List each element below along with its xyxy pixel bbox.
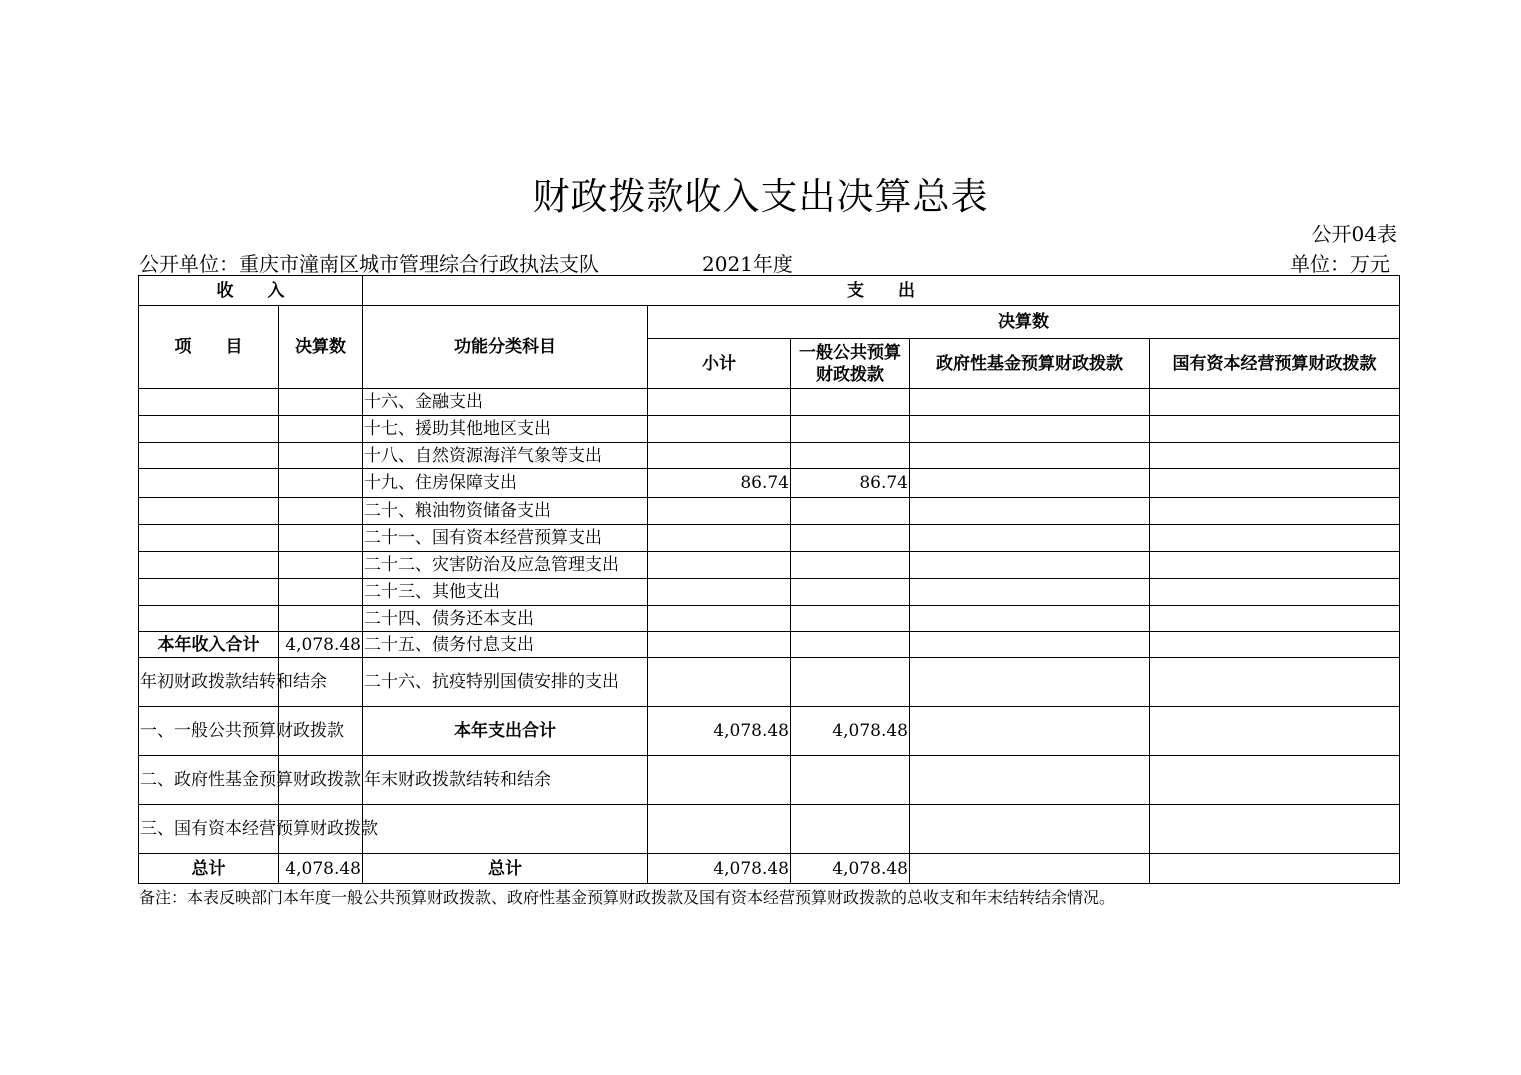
row-subtotal-cell: [648, 525, 791, 552]
row-function-cell: 二十六、抗疫特别国债安排的支出: [363, 658, 648, 707]
row-capital-cell: [1150, 658, 1400, 707]
row-fund-cell: [910, 805, 1150, 854]
row-subtotal-cell: 4,078.48: [648, 707, 791, 756]
reporting-unit: 公开单位：重庆市潼南区城市管理综合行政执法支队: [139, 252, 599, 276]
row-item-cell: 年初财政拨款结转和结余: [139, 658, 279, 707]
table-row: [139, 525, 1400, 552]
row-subtotal-cell: [648, 498, 791, 525]
row-subtotal-cell: [648, 805, 791, 854]
row-capital-cell: [1150, 854, 1400, 884]
row-fund-cell: [910, 389, 1150, 416]
row-general-cell: [791, 525, 910, 552]
row-item-cell: 三、国有资本经营预算财政拨款: [139, 805, 279, 854]
row-capital-cell: [1150, 805, 1400, 854]
row-function-cell: 十七、援助其他地区支出: [363, 416, 648, 443]
row-general-cell: [791, 579, 910, 606]
row-capital-cell: [1150, 443, 1400, 469]
page-title: 财政拨款收入支出决算总表: [532, 175, 989, 218]
row-capital-cell: [1150, 606, 1400, 632]
row-item-cell: 二、政府性基金预算财政拨款: [139, 756, 279, 805]
table-row: [139, 854, 1400, 884]
final-amount-group-header: 决算数: [648, 306, 1400, 339]
row-function-cell: 二十四、债务还本支出: [363, 606, 648, 632]
table-row: [139, 756, 1400, 805]
table-row: [139, 443, 1400, 469]
row-item-cell: [139, 416, 279, 443]
appropriation-table: [138, 275, 1400, 884]
table-row: [139, 469, 1400, 498]
row-capital-cell: [1150, 579, 1400, 606]
general-public-header: 一般公共预算财政拨款: [791, 339, 910, 389]
row-amount-cell: [279, 525, 363, 552]
row-subtotal-cell: [648, 579, 791, 606]
row-general-cell: [791, 756, 910, 805]
row-general-cell: [791, 606, 910, 632]
row-subtotal-cell: [648, 443, 791, 469]
row-fund-cell: [910, 469, 1150, 498]
row-capital-cell: [1150, 498, 1400, 525]
currency-unit: 单位：万元: [1290, 252, 1390, 276]
row-subtotal-cell: 4,078.48: [648, 854, 791, 884]
row-function-cell: 二十五、债务付息支出: [363, 632, 648, 658]
row-general-cell: 4,078.48: [791, 854, 910, 884]
row-subtotal-cell: [648, 658, 791, 707]
row-subtotal-cell: [648, 606, 791, 632]
row-general-cell: [791, 443, 910, 469]
row-capital-cell: [1150, 416, 1400, 443]
table-row: [139, 658, 1400, 707]
footnote: 备注：本表反映部门本年度一般公共预算财政拨款、政府性基金预算财政拨款及国有资本经营预算财政拨款的总收支和年末结转结余情况。: [139, 888, 1116, 907]
row-item-cell: [139, 389, 279, 416]
gov-fund-header: 政府性基金预算财政拨款: [910, 339, 1150, 389]
row-subtotal-cell: [648, 389, 791, 416]
row-function-cell: 总计: [363, 854, 648, 884]
row-item-cell: [139, 579, 279, 606]
subtotal-header: 小计: [648, 339, 791, 389]
row-capital-cell: [1150, 525, 1400, 552]
row-fund-cell: [910, 443, 1150, 469]
table-row: [139, 498, 1400, 525]
row-amount-cell: [279, 606, 363, 632]
row-item-cell: 本年收入合计: [139, 632, 279, 658]
row-fund-cell: [910, 579, 1150, 606]
row-subtotal-cell: 86.74: [648, 469, 791, 498]
row-amount-cell: 4,078.48: [279, 854, 363, 884]
row-subtotal-cell: [648, 632, 791, 658]
row-amount-cell: 4,078.48: [279, 632, 363, 658]
row-function-cell: 十八、自然资源海洋气象等支出: [363, 443, 648, 469]
fiscal-year: 2021年度: [702, 252, 793, 276]
row-capital-cell: [1150, 389, 1400, 416]
row-capital-cell: [1150, 552, 1400, 579]
row-function-cell: 十九、住房保障支出: [363, 469, 648, 498]
row-item-cell: [139, 443, 279, 469]
row-function-cell: 二十、粮油物资储备支出: [363, 498, 648, 525]
table-row: [139, 606, 1400, 632]
table-row: [139, 389, 1400, 416]
row-subtotal-cell: [648, 756, 791, 805]
table-row: [139, 632, 1400, 658]
row-general-cell: 86.74: [791, 469, 910, 498]
row-function-cell: 二十二、灾害防治及应急管理支出: [363, 552, 648, 579]
row-item-cell: [139, 498, 279, 525]
table-row: [139, 579, 1400, 606]
row-item-cell: [139, 552, 279, 579]
item-header: 项 目: [139, 306, 279, 389]
row-general-cell: [791, 632, 910, 658]
table-row: [139, 552, 1400, 579]
row-amount-cell: [279, 552, 363, 579]
row-capital-cell: [1150, 469, 1400, 498]
row-fund-cell: [910, 854, 1150, 884]
row-item-cell: 一、一般公共预算财政拨款: [139, 707, 279, 756]
row-item-cell: [139, 525, 279, 552]
row-subtotal-cell: [648, 552, 791, 579]
row-amount-cell: [279, 389, 363, 416]
income-header: 收 入: [139, 276, 363, 306]
row-fund-cell: [910, 756, 1150, 805]
final-amount-header: 决算数: [279, 306, 363, 389]
row-general-cell: [791, 389, 910, 416]
row-amount-cell: [279, 498, 363, 525]
row-capital-cell: [1150, 707, 1400, 756]
row-fund-cell: [910, 658, 1150, 707]
row-function-cell: [363, 805, 648, 854]
row-fund-cell: [910, 525, 1150, 552]
row-item-cell: 总计: [139, 854, 279, 884]
row-fund-cell: [910, 606, 1150, 632]
row-general-cell: [791, 658, 910, 707]
row-function-cell: 本年支出合计: [363, 707, 648, 756]
table-body: [139, 389, 1400, 884]
row-capital-cell: [1150, 756, 1400, 805]
table-row: [139, 805, 1400, 854]
row-item-cell: [139, 469, 279, 498]
row-function-cell: 十六、金融支出: [363, 389, 648, 416]
function-class-header: 功能分类科目: [363, 306, 648, 389]
row-amount-cell: [279, 443, 363, 469]
row-general-cell: [791, 552, 910, 579]
row-fund-cell: [910, 498, 1150, 525]
row-amount-cell: [279, 469, 363, 498]
form-number: 公开04表: [1311, 222, 1397, 246]
row-general-cell: [791, 805, 910, 854]
row-amount-cell: [279, 579, 363, 606]
row-general-cell: 4,078.48: [791, 707, 910, 756]
row-fund-cell: [910, 632, 1150, 658]
row-fund-cell: [910, 416, 1150, 443]
row-fund-cell: [910, 552, 1150, 579]
row-fund-cell: [910, 707, 1150, 756]
row-subtotal-cell: [648, 416, 791, 443]
row-item-cell: [139, 606, 279, 632]
table-row: [139, 416, 1400, 443]
row-general-cell: [791, 498, 910, 525]
state-capital-header: 国有资本经营预算财政拨款: [1150, 339, 1400, 389]
row-capital-cell: [1150, 632, 1400, 658]
row-function-cell: 年末财政拨款结转和结余: [363, 756, 648, 805]
row-function-cell: 二十三、其他支出: [363, 579, 648, 606]
row-amount-cell: [279, 416, 363, 443]
table-row: [139, 707, 1400, 756]
row-general-cell: [791, 416, 910, 443]
row-function-cell: 二十一、国有资本经营预算支出: [363, 525, 648, 552]
expense-header: 支 出: [363, 276, 1400, 306]
